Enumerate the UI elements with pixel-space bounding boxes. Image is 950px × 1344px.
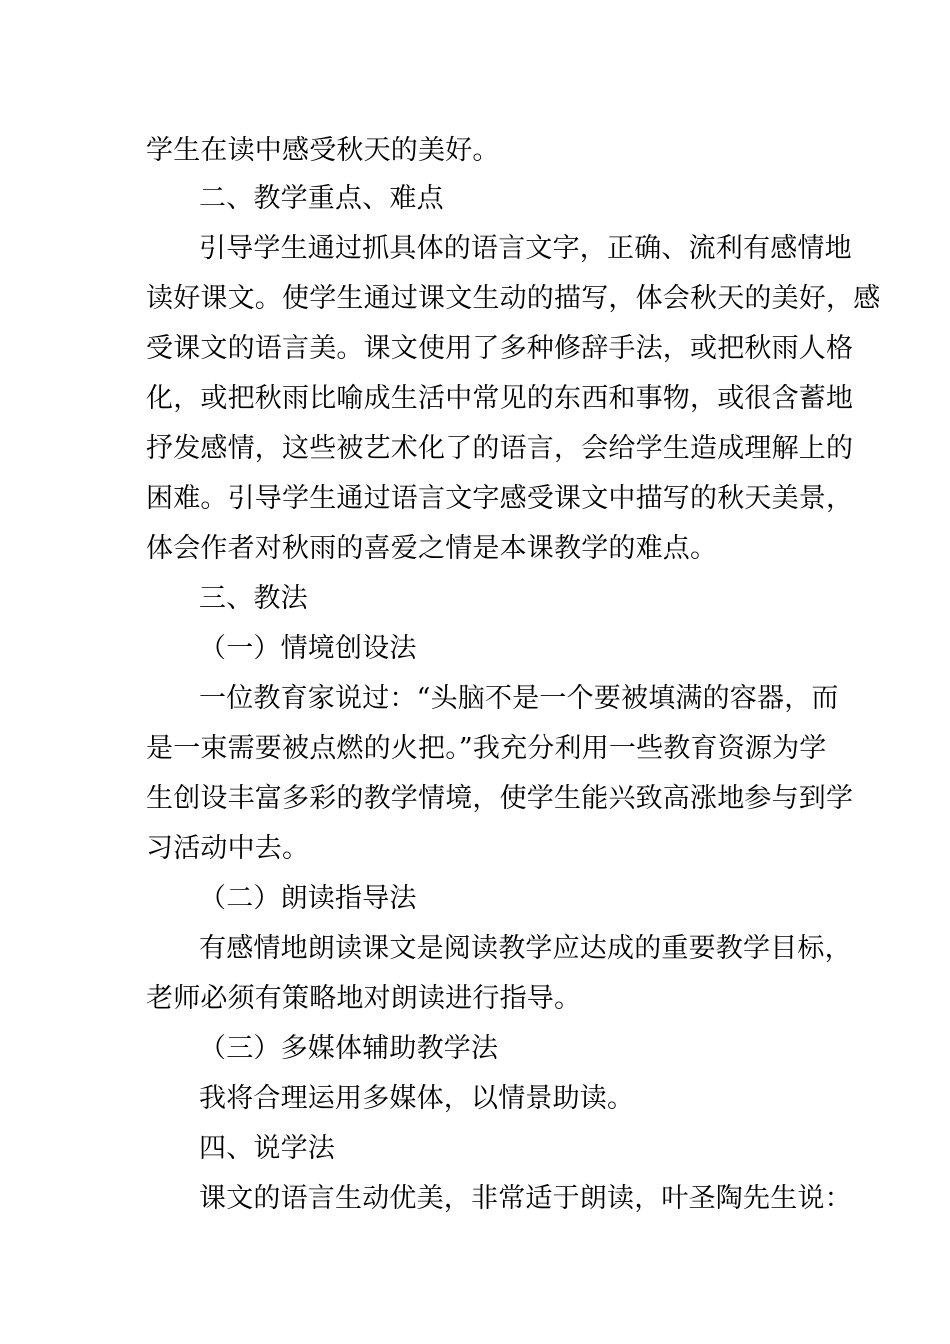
subsection-heading: （二）朗读指导法 [199, 883, 417, 914]
subsection-heading: （三）多媒体辅助教学法 [199, 1033, 499, 1064]
section-heading: 四、说学法 [199, 1133, 335, 1164]
section-heading: 三、教法 [199, 583, 308, 614]
paragraph-line: 引导学生通过抓具体的语言文字，正确、流利有感情地 [199, 233, 852, 264]
paragraph-line: 学生在读中感受秋天的美好。 [146, 135, 500, 166]
paragraph-line: 化，或把秋雨比喻成生活中常见的东西和事物，或很含蓄地 [146, 383, 854, 414]
paragraph-line: 困难。引导学生通过语言文字感受课文中描写的秋天美景， [146, 483, 854, 514]
section-heading: 二、教学重点、难点 [199, 183, 444, 214]
paragraph-line: 课文的语言生动优美，非常适于朗读，叶圣陶先生说： [199, 1183, 852, 1214]
paragraph-line: 一位教育家说过：“头脑不是一个要被填满的容器，而 [199, 683, 839, 714]
subsection-heading: （一）情境创设法 [199, 633, 417, 664]
paragraph-line: 受课文的语言美。课文使用了多种修辞手法，或把秋雨人格 [146, 333, 854, 364]
paragraph-line: 体会作者对秋雨的喜爱之情是本课教学的难点。 [146, 533, 718, 564]
paragraph-line: 是一束需要被点燃的火把。”我充分利用一些教育资源为学 [146, 733, 827, 764]
paragraph-line: 习活动中去。 [146, 833, 310, 864]
paragraph-line: 我将合理运用多媒体，以情景助读。 [199, 1083, 635, 1114]
paragraph-line: 有感情地朗读课文是阅读教学应达成的重要教学目标， [199, 933, 852, 964]
paragraph-line: 生创设丰富多彩的教学情境，使学生能兴致高涨地参与到学 [146, 783, 854, 814]
paragraph-line: 老师必须有策略地对朗读进行指导。 [146, 983, 582, 1014]
paragraph-line: 读好课文。使学生通过课文生动的描写，体会秋天的美好，感 [146, 283, 881, 314]
paragraph-line: 抒发感情，这些被艺术化了的语言，会给学生造成理解上的 [146, 433, 854, 464]
